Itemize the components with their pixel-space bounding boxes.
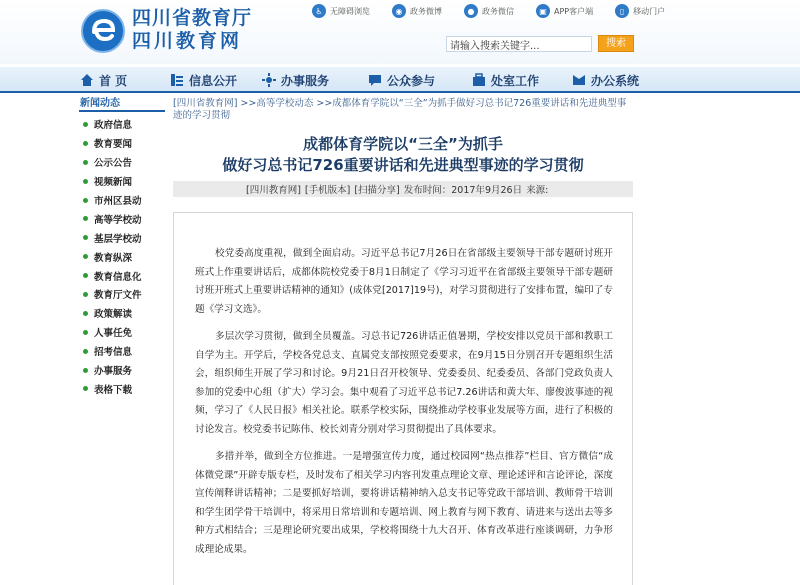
top-link-label: APP客户端: [554, 6, 594, 16]
nav-home[interactable]: [80, 71, 127, 89]
nav-label: 首 页: [99, 73, 128, 88]
bullet-dot-icon: [83, 160, 88, 165]
bullet-dot-icon: [83, 254, 88, 259]
sidebar-item-label: 视频新闻: [94, 177, 133, 189]
sidebar-item-label: 表格下载: [94, 384, 133, 396]
breadcrumb-text[interactable]: [四川省教育网] >>高等学校动态 >>成都体育学院以“三全”为抓手做好习总书记726重要讲话和先进典型事迹的学习贯彻: [173, 98, 627, 121]
site-header: [0, 0, 800, 64]
top-link-app[interactable]: [536, 4, 593, 18]
nav-department[interactable]: [472, 71, 539, 89]
sidebar-item-label: 高等学校动: [94, 214, 142, 226]
main-nav: [0, 67, 800, 93]
meta-published: 发布时间：2017年9月26日: [403, 185, 523, 196]
department-icon: [472, 73, 486, 87]
accessibility-icon: ♿: [312, 4, 326, 18]
article-meta-bar: [173, 181, 633, 197]
top-link-label: 政务微博: [410, 6, 442, 16]
site-title[interactable]: [132, 7, 252, 53]
nav-service[interactable]: [262, 71, 329, 89]
sidebar-item[interactable]: [79, 379, 165, 398]
sidebar-item[interactable]: [79, 134, 165, 153]
site-title-line1: 四川省教育厅: [132, 7, 253, 29]
sidebar: [79, 96, 165, 398]
sidebar-item[interactable]: [79, 266, 165, 285]
service-icon: [262, 73, 276, 87]
sidebar-item-label: 招考信息: [94, 347, 133, 359]
nav-label: 公众参与: [387, 73, 436, 88]
bullet-dot-icon: [83, 235, 88, 240]
site-title-line2: 四川教育网: [132, 30, 243, 52]
bullet-dot-icon: [83, 349, 88, 354]
sidebar-list: [79, 115, 165, 398]
sidebar-item-label: 教育厅文件: [94, 290, 142, 302]
article-paragraph: 多层次学习贯彻，做到全员覆盖。习总书记726讲话正值暑期，学校安排以党员干部和教职工自学为主。开学后，学校各党总支、直属党支部按照党委要求，在9月15日分别召开专题组织生活会，组织师生开展了学习和讨论。9月21日召开校领导、党委委员、纪委委员、各部门党政负责人参加的党委中心组（扩大）学习会。集中观看了习近平总书记7.26讲话和黄大年、廖俊波事迹的视频，学习了《人民日报》相关社论。联系学校实际，围绕推动学校事业发展等方面，进行了积极的讨论发言。校党委书记陈伟、校长刘青分别对学习贯彻提出了具体要求。: [195, 331, 613, 435]
article-title-line2: 做好习总书记726重要讲话和先进典型事迹的学习贯彻: [222, 156, 584, 174]
top-link-mobile-portal[interactable]: [615, 4, 665, 18]
sidebar-item[interactable]: [79, 342, 165, 361]
sidebar-item[interactable]: [79, 247, 165, 266]
top-link-weibo[interactable]: [392, 4, 442, 18]
info-public-icon: [170, 73, 184, 87]
sidebar-item[interactable]: [79, 285, 165, 304]
wechat-icon: ●: [464, 4, 478, 18]
top-link-label: 无障碍浏览: [330, 6, 370, 16]
sidebar-item-label: 政府信息: [94, 120, 133, 132]
bullet-dot-icon: [83, 141, 88, 146]
bullet-dot-icon: [83, 179, 88, 184]
bullet-dot-icon: [83, 330, 88, 335]
search-button[interactable]: 搜索: [598, 35, 634, 52]
bullet-dot-icon: [83, 292, 88, 297]
article-body: [195, 245, 613, 568]
nav-label: 处室工作: [491, 73, 540, 88]
article-paragraph: 多措并举，做到全方位推进。一是增强宣传力度，通过校园网“热点推荐”栏目、官方微信“成体微党课”开辟专版专栏，及时发布了相关学习内容刊发重点理论文章、理论述评和言论评论，深度宣传阐释讲话精神；二是要抓好培训，要将讲话精神纳入总支书记等党政干部培训、教师骨干培训和学生团学骨干培训中，将采用日常培训和专题培训、网上教育与网下教育、请进来与送出去等多种方式相结合；三是理论研究要出成果，学校将围绕十九大召开、体育改革进行座谈调研，力争形成理论成果。: [195, 451, 613, 555]
top-link-accessibility[interactable]: [312, 4, 370, 18]
article-paragraph: 校党委高度重视，做到全面启动。习近平总书记7月26日在省部级主要领导干部专题研讨班开班式上作重要讲话后，成都体院校党委于8月1日制定了《学习习近平在省部级主要领导干部专题研讨班开班式上重要讲话精神的通知》(成体党[2017]19号)，对学习贯彻进行了安排布置，编印了专题《学习文选》。: [195, 248, 613, 315]
meta-mobile-version-link[interactable]: [手机版本]: [304, 185, 351, 196]
sidebar-item[interactable]: [79, 115, 165, 134]
sidebar-item-label: 人事任免: [94, 328, 133, 340]
app-icon: ▣: [536, 4, 550, 18]
top-links: [312, 3, 687, 19]
nav-info-public[interactable]: [170, 71, 237, 89]
sidebar-item[interactable]: [79, 172, 165, 191]
sidebar-item[interactable]: [79, 153, 165, 172]
sidebar-item[interactable]: [79, 361, 165, 380]
sidebar-item[interactable]: [79, 228, 165, 247]
meta-qr-share-link[interactable]: [扫描分享]: [354, 185, 400, 196]
sidebar-item[interactable]: [79, 209, 165, 228]
sidebar-title: 新闻动态: [79, 96, 165, 112]
bullet-dot-icon: [83, 198, 88, 203]
sidebar-item-label: 市州区县动: [94, 196, 142, 207]
home-icon: [80, 73, 94, 87]
top-link-label: 移动门户: [633, 6, 666, 16]
sidebar-item-label: 教育要闻: [94, 139, 133, 151]
mobile-portal-icon: ▯: [615, 4, 629, 18]
bullet-dot-icon: [83, 273, 88, 278]
nav-participation[interactable]: [368, 71, 435, 89]
office-system-icon: [572, 73, 586, 87]
nav-label: 信息公开: [189, 73, 238, 88]
sidebar-item[interactable]: [79, 323, 165, 342]
sidebar-item-label: 政策解读: [94, 309, 133, 321]
meta-source: 来源:: [526, 185, 549, 196]
sidebar-item[interactable]: [79, 304, 165, 323]
sidebar-item[interactable]: [79, 191, 165, 210]
weibo-icon: ◉: [392, 4, 406, 18]
sidebar-item-label: 教育纵深: [94, 252, 133, 264]
sidebar-item-label: 办事服务: [94, 366, 133, 378]
sidebar-item-label: 公示公告: [94, 158, 133, 170]
bullet-dot-icon: [83, 311, 88, 316]
top-link-label: 政务微信: [482, 6, 514, 16]
breadcrumb[interactable]: [173, 98, 633, 122]
bullet-dot-icon: [83, 386, 88, 391]
nav-label: 办事服务: [281, 73, 330, 88]
top-link-wechat[interactable]: [464, 4, 514, 18]
participation-icon: [368, 73, 382, 87]
sidebar-item-label: 基层学校动: [94, 233, 142, 245]
search-input[interactable]: [446, 36, 592, 52]
article-title-line1: 成都体育学院以“三全”为抓手: [303, 135, 503, 153]
logo-icon[interactable]: [80, 8, 126, 54]
article-title: [173, 134, 633, 176]
sidebar-item-label: 教育信息化: [94, 271, 142, 283]
nav-label: 办公系统: [591, 73, 640, 88]
bullet-dot-icon: [83, 216, 88, 221]
meta-source-site-link[interactable]: [四川教育网]: [246, 185, 301, 196]
bullet-dot-icon: [83, 368, 88, 373]
bullet-dot-icon: [83, 122, 88, 127]
nav-office-system[interactable]: [572, 71, 639, 89]
